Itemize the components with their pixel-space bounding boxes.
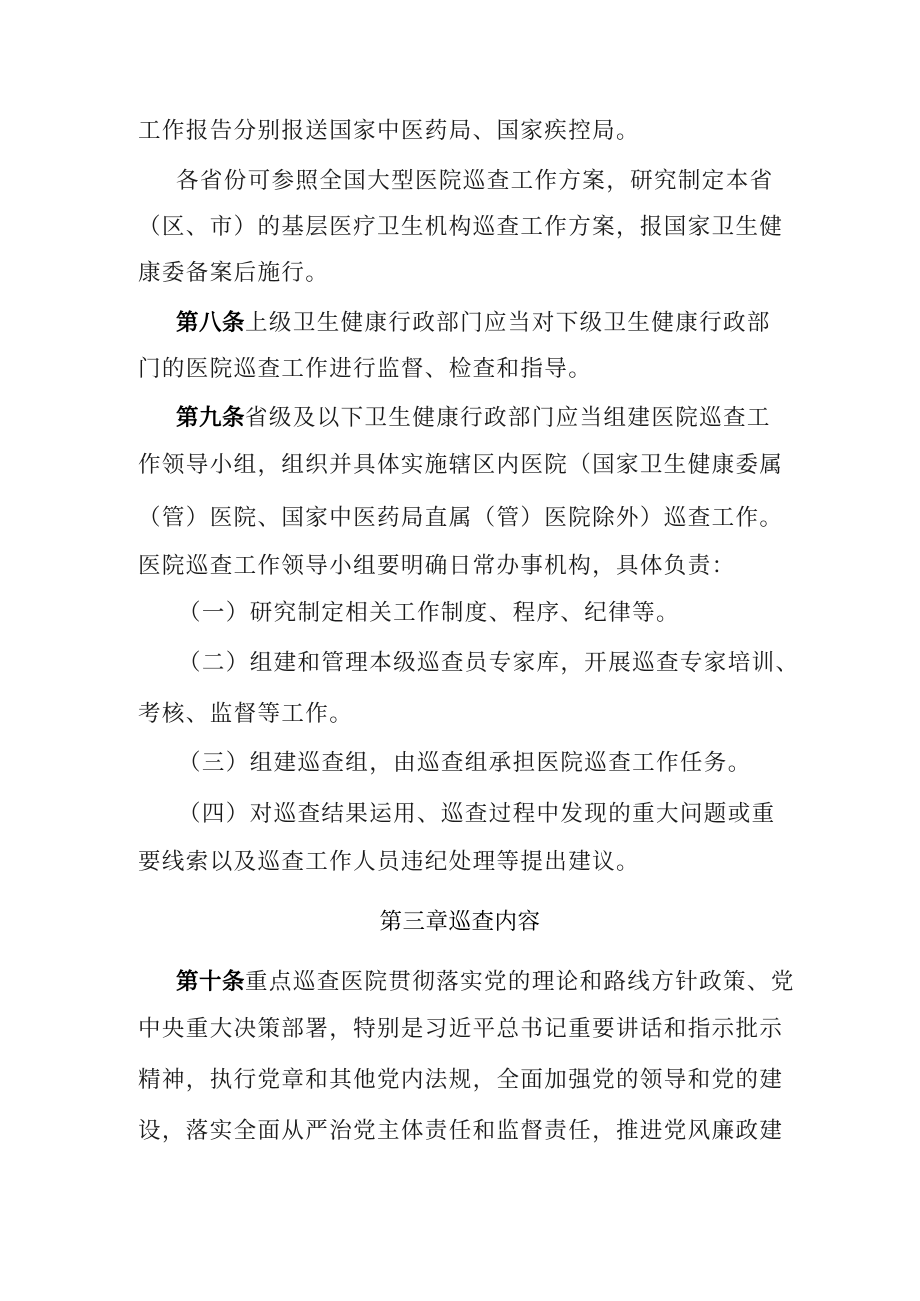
text-line: 精神，执行党章和其他党内法规，全面加强党的领导和党的建 (138, 1067, 784, 1093)
text-line: 各省份可参照全国大型医院巡查工作方案，研究制定本省 (176, 168, 774, 194)
list-item: （一）研究制定相关工作制度、程序、纪律等。 (178, 600, 680, 626)
text-line: （管）医院、国家中医药局直属（管）医院除外）巡查工作。 (138, 505, 784, 531)
chapter-heading: 第三章巡查内容 (379, 909, 541, 935)
text-line: 康委备案后施行。 (138, 260, 330, 286)
text-line: 设，落实全面从严治党主体责任和监督责任，推进党风廉政建 (138, 1118, 784, 1144)
text-line: 门的医院巡查工作进行监督、检查和指导。 (138, 356, 593, 382)
article-10-line: 第十条重点巡查医院贯彻落实党的理论和路线方针政策、党 (176, 969, 795, 995)
list-item: （二）组建和管理本级巡查员专家库，开展巡查专家培训、 (178, 650, 800, 676)
list-item: （三）组建巡查组，由巡查组承担医院巡查工作任务。 (178, 750, 752, 776)
list-item: （四）对巡查结果运用、巡查过程中发现的重大问题或重 (178, 801, 776, 827)
text-line: 中央重大决策部署，特别是习近平总书记重要讲话和指示批示 (138, 1016, 784, 1042)
text-line: 考核、监督等工作。 (138, 701, 354, 727)
text-line: 要线索以及巡查工作人员违纪处理等提出建议。 (138, 849, 640, 875)
text-line: 工作报告分别报送国家中医药局、国家疾控局。 (138, 118, 640, 144)
article-9-label: 第九条 (176, 405, 246, 431)
article-8-label: 第八条 (176, 310, 246, 336)
article-10-label: 第十条 (176, 969, 246, 995)
text-line: （区、市）的基层医疗卫生机构巡查工作方案，报国家卫生健 (138, 214, 784, 240)
article-9-line: 第九条省级及以下卫生健康行政部门应当组建医院巡查工 (176, 405, 771, 431)
text-line: 医院巡查工作领导小组要明确日常办事机构，具体负责： (138, 553, 736, 579)
article-8-line: 第八条上级卫生健康行政部门应当对下级卫生健康行政部 (176, 310, 771, 336)
text-line: 作领导小组，组织并具体实施辖区内医院（国家卫生健康委属 (138, 452, 784, 478)
